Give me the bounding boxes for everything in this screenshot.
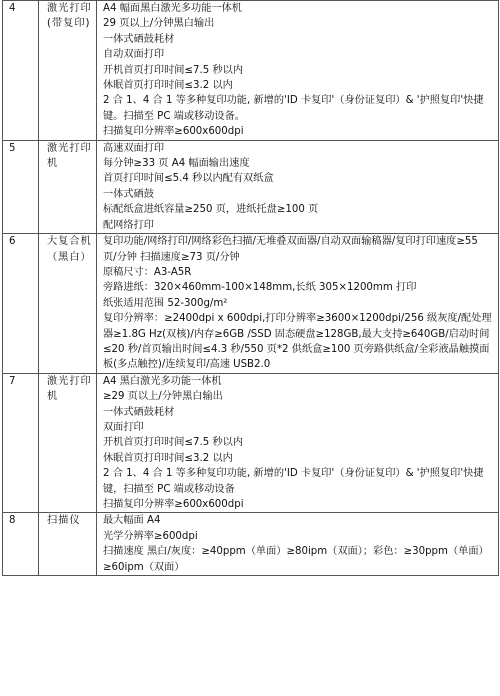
spec-line: 标配纸盒进纸容量≥250 页，进纸托盘≥100 页 (103, 204, 319, 216)
spec-line: 一体式硒鼓耗材 (103, 406, 175, 418)
item-number: 8 (3, 513, 39, 576)
item-specs (97, 140, 499, 233)
spec-line: A4 幅面黑白激光多功能一体机 (103, 3, 242, 14)
spec-line: 开机首页打印时间≤7.5 秒以内 (103, 64, 244, 76)
spec-line: 旁路进纸：320×460mm-100×148mm,长纸 305×1200mm 打印 (103, 282, 417, 294)
spec-line: 原稿尺寸：A3-A5R (103, 266, 192, 278)
spec-line: 扫描复印分辨率≥600x600dpi (103, 499, 244, 510)
spec-line: 高速双面打印 (103, 142, 165, 154)
spec-line: 配网络打印 (103, 219, 154, 231)
item-specs (97, 373, 499, 513)
table-row (3, 513, 499, 576)
spec-line: 一体式硒鼓耗材 (103, 33, 175, 45)
item-specs (97, 1, 499, 141)
spec-line: 自动双面打印 (103, 49, 165, 61)
spec-line: ≥29 页以上/分钟黑白输出 (103, 391, 223, 403)
spec-line: 扫描速度 黑白/灰度：≥40ppm（单面）≥80ipm（双面）；彩色：≥30ppm（单面）≥60ipm（双面） (103, 546, 489, 573)
table-row (3, 140, 499, 233)
spec-line: 2 合 1、4 合 1 等多种复印功能, 新增的'ID 卡复印'（身份证复印）& '护照复印'快捷键。扫描至 PC 端或移动设备。 (103, 95, 484, 122)
item-name: 激光打印机 (39, 140, 97, 233)
item-specs (97, 513, 499, 576)
spec-line: 每分钟≥33 页 A4 幅面输出速度 (103, 158, 250, 170)
spec-line: 休眠首页打印时间≤3.2 以内 (103, 452, 233, 464)
spec-line: 复印分辨率：≥2400dpi x 600dpi,打印分辨率≥3600×1200dpi/256 级灰度/配处理器≥1.8G Hz(双核)/内存≥6GB /SSD 固态硬盘≥128GB,最大支持≥640GB/启动时间≤20 秒/首页输出时间≤4.3 秒/550 页*2 供纸盒≥100 页旁路供纸盒/全彩液晶触摸面板(多点触控)/连续复印/高速 USB2.0 (103, 313, 492, 371)
item-number: 6 (3, 234, 39, 374)
spec-line: A4 黑白激光多功能一体机 (103, 375, 222, 387)
item-name: 激光打印(带复印) (39, 1, 97, 141)
spec-line: 双面打印 (103, 421, 144, 433)
item-number: 4 (3, 1, 39, 141)
spec-line: 开机首页打印时间≤7.5 秒以内 (103, 437, 244, 449)
spec-table (2, 0, 499, 576)
item-number: 7 (3, 373, 39, 513)
table-row (3, 373, 499, 513)
spec-line: 一体式硒鼓 (103, 188, 154, 200)
item-name: 扫描仪 (39, 513, 97, 576)
item-name: 激光打印机 (39, 373, 97, 513)
spec-line: 纸张适用范围 52-300g/m² (103, 297, 228, 309)
table-row (3, 234, 499, 374)
spec-line: 休眠首页打印时间≤3.2 以内 (103, 80, 233, 92)
spec-line: 复印功能/网络打印/网络彩色扫描/无堆叠双面器/自动双面输稿器/复印打印速度≥55 页/分钟 扫描速度≥73 页/分钟 (103, 236, 478, 263)
item-number: 5 (3, 140, 39, 233)
spec-table-body (3, 1, 499, 576)
spec-line: 光学分辨率≥600dpi (103, 530, 198, 542)
item-specs (97, 234, 499, 374)
item-name: 大复合机（黑白） (39, 234, 97, 374)
spec-line: 扫描复印分辨率≥600x600dpi (103, 126, 244, 138)
spec-line: 2 合 1、4 合 1 等多种复印功能, 新增的'ID 卡复印'（身份证复印）& '护照复印'快捷键，扫描至 PC 端或移动设备 (103, 468, 484, 495)
table-row (3, 1, 499, 141)
spec-line: 最大幅面 A4 (103, 515, 161, 527)
spec-line: 首页打印时间≤5.4 秒以内配有双纸盒 (103, 173, 274, 185)
spec-line: 29 页以上/分钟黑白输出 (103, 18, 215, 30)
